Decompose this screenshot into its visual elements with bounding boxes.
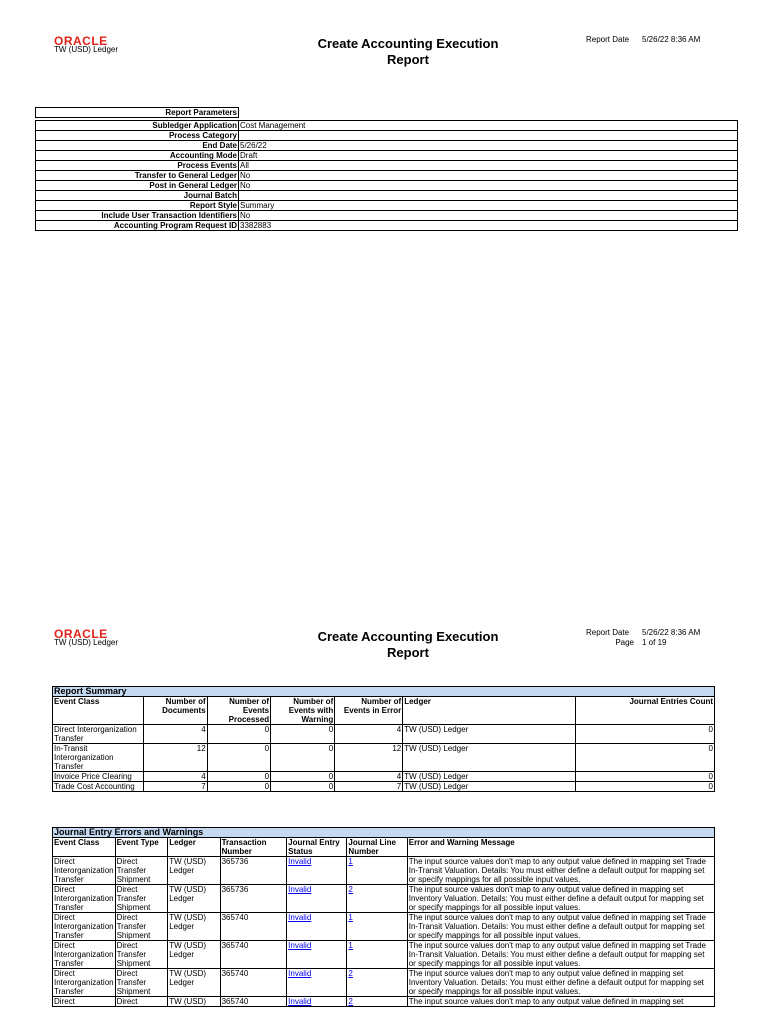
report-title — [290, 36, 526, 68]
summary-cell: 0 — [576, 744, 715, 772]
parameter-row — [36, 151, 738, 161]
journal-cell — [287, 913, 347, 941]
journal-cell: TW (USD) — [168, 997, 220, 1007]
summary-cell: 4 — [144, 725, 208, 744]
journal-cell — [347, 857, 407, 885]
report-date-label: Report Date — [586, 628, 630, 637]
parameter-row — [36, 121, 738, 131]
parameter-row — [36, 201, 738, 211]
parameter-value: Draft — [239, 151, 738, 161]
journal-line-link[interactable]: 1 — [348, 941, 353, 950]
summary-column-header: Number of Documents — [144, 697, 208, 725]
journal-cell: Direct Transfer Shipment — [115, 941, 168, 969]
page-value: 1 of 19 — [642, 638, 667, 647]
summary-row — [53, 725, 715, 744]
parameter-label: Process Events — [36, 161, 239, 171]
journal-cell: 365740 — [220, 941, 287, 969]
report-date-label: Report Date — [586, 35, 630, 44]
journal-cell — [347, 885, 407, 913]
header-ledger: TW (USD) Ledger — [54, 45, 119, 54]
summary-cell: In-Transit Interorganization Transfer — [53, 744, 144, 772]
journal-cell — [347, 941, 407, 969]
report-summary-table — [52, 686, 715, 792]
parameter-label: Process Category — [36, 131, 239, 141]
journal-cell: 365740 — [220, 969, 287, 997]
journal-line-link[interactable]: 2 — [348, 969, 353, 978]
summary-cell: Invoice Price Clearing — [53, 772, 144, 782]
parameter-value: 3382883 — [239, 221, 738, 231]
journal-cell — [287, 857, 347, 885]
summary-cell: TW (USD) Ledger — [403, 782, 576, 792]
journal-line-link[interactable]: 2 — [348, 885, 353, 894]
journal-status-link[interactable]: Invalid — [288, 913, 312, 922]
journal-status-link[interactable]: Invalid — [288, 941, 312, 950]
journal-cell: Direct Interorganization Transfer — [54, 969, 114, 996]
parameter-value: Cost Management — [239, 121, 738, 131]
summary-cell: 12 — [144, 744, 208, 772]
parameter-label: Transfer to General Ledger — [36, 171, 239, 181]
journal-status-link[interactable]: Invalid — [288, 885, 312, 894]
parameter-value: No — [239, 181, 738, 191]
journal-column-header: Event Class — [53, 838, 116, 857]
report-title-line2: Report — [387, 52, 429, 67]
journal-cell: Direct — [115, 997, 168, 1007]
journal-cell — [287, 885, 347, 913]
journal-cell: The input source values don't map to any output value defined in mapping set Inventory Valuation. Details: You must either define a default output for mapping set or specify mappings for all possible input values. — [407, 969, 714, 997]
summary-header-row — [53, 697, 715, 725]
summary-cell: 0 — [271, 782, 335, 792]
report-title-line1: Create Accounting Execution — [317, 36, 499, 51]
parameter-label: End Date — [36, 141, 239, 151]
summary-cell: 0 — [207, 725, 270, 744]
journal-cell — [347, 969, 407, 997]
summary-cell: 0 — [207, 772, 270, 782]
journal-row — [53, 913, 715, 941]
summary-cell: 0 — [576, 772, 715, 782]
parameter-label: Accounting Mode — [36, 151, 239, 161]
summary-row — [53, 744, 715, 772]
journal-cell: Direct Interorganization Transfer — [54, 857, 114, 884]
summary-cell: 12 — [335, 744, 403, 772]
summary-cell: 0 — [271, 725, 335, 744]
journal-row — [53, 941, 715, 969]
parameter-row — [36, 161, 738, 171]
oracle-logo: ORACLE — [54, 34, 108, 48]
summary-column-header: Event Class — [53, 697, 144, 725]
journal-cell: 365736 — [220, 885, 287, 913]
summary-row — [53, 782, 715, 792]
parameters-heading: Report Parameters — [36, 108, 239, 118]
page-label: Page — [615, 638, 634, 647]
journal-cell: The input source values don't map to any output value defined in mapping set Trade In-Transit Valuation. Details: You must either define a default output for mapping set or specify mappings for all possible input values. — [407, 913, 714, 941]
parameters-heading-spacer — [239, 108, 738, 118]
journal-row — [53, 969, 715, 997]
journal-cell: Direct Transfer Shipment — [115, 969, 168, 997]
journal-cell: Direct — [53, 997, 116, 1007]
parameter-value: No — [239, 211, 738, 221]
parameter-row — [36, 221, 738, 231]
parameter-value: No — [239, 171, 738, 181]
summary-caption: Report Summary — [53, 687, 715, 697]
report-header-1 — [0, 0, 768, 70]
journal-cell: TW (USD) Ledger — [168, 941, 220, 969]
journal-cell: 365740 — [220, 997, 287, 1007]
summary-cell: 0 — [207, 782, 270, 792]
parameter-label: Accounting Program Request ID — [36, 221, 239, 231]
journal-status-link[interactable]: Invalid — [288, 969, 312, 978]
parameter-value: All — [239, 161, 738, 171]
journal-cell — [347, 997, 407, 1007]
report-parameters-table — [35, 107, 738, 231]
journal-line-link[interactable]: 1 — [348, 913, 353, 922]
journal-cell — [347, 913, 407, 941]
journal-cell: 365736 — [220, 857, 287, 885]
summary-cell: 0 — [271, 744, 335, 772]
journal-status-link[interactable]: Invalid — [288, 857, 312, 866]
journal-cell: 365740 — [220, 913, 287, 941]
summary-cell: 7 — [335, 782, 403, 792]
report-header-2 — [0, 593, 768, 663]
summary-caption-row — [53, 687, 715, 697]
journal-column-header: Journal Entry Status — [287, 838, 347, 857]
report-title — [290, 629, 526, 661]
journal-cell: Direct Interorganization Transfer — [54, 941, 114, 968]
summary-column-header: Ledger — [403, 697, 576, 725]
summary-cell: TW (USD) Ledger — [403, 772, 576, 782]
parameter-row — [36, 171, 738, 181]
journal-column-header: Error and Warning Message — [407, 838, 714, 857]
journal-cell: The input source values don't map to any output value defined in mapping set Inventory Valuation. Details: You must either define a default output for mapping set or specify mappings for all possible input values. — [407, 885, 714, 913]
journal-errors-table — [52, 827, 715, 1007]
summary-cell: 0 — [576, 782, 715, 792]
journal-cell: Direct Interorganization Transfer — [54, 885, 114, 912]
journal-cell: The input source values don't map to any output value defined in mapping set Trade In-Transit Valuation. Details: You must either define a default output for mapping set or specify mappings for all possible input values. — [407, 857, 714, 885]
journal-cell: TW (USD) Ledger — [168, 885, 220, 913]
journal-column-header: Event Type — [115, 838, 168, 857]
journal-header-row — [53, 838, 715, 857]
journal-row — [53, 885, 715, 913]
parameter-value — [239, 191, 738, 201]
parameter-value: 5/26/22 — [239, 141, 738, 151]
summary-cell: 7 — [144, 782, 208, 792]
journal-status-link[interactable]: Invalid — [288, 997, 312, 1006]
journal-caption-row — [53, 828, 715, 838]
report-date-value: 5/26/22 8:36 AM — [642, 35, 701, 44]
report-date — [586, 628, 700, 648]
parameter-label: Include User Transaction Identifiers — [36, 211, 239, 221]
journal-line-link[interactable]: 1 — [348, 857, 353, 866]
journal-cell: The input source values don't map to any output value defined in mapping set Trade In-Transit Valuation. Details: You must either define a default output for mapping set or specify mappings for all possible input values. — [407, 941, 714, 969]
header-ledger: TW (USD) Ledger — [54, 638, 119, 647]
report-date-value: 5/26/22 8:36 AM — [642, 628, 701, 637]
parameter-row — [36, 191, 738, 201]
summary-cell: 0 — [271, 772, 335, 782]
summary-column-header: Number of Events Processed — [207, 697, 270, 725]
journal-cell: Direct Transfer Shipment — [115, 857, 168, 885]
summary-column-header: Number of Events with Warning — [271, 697, 335, 725]
journal-cell — [287, 969, 347, 997]
parameter-row — [36, 141, 738, 151]
journal-cell: TW (USD) Ledger — [168, 969, 220, 997]
summary-cell: 4 — [144, 772, 208, 782]
summary-cell: Trade Cost Accounting — [53, 782, 144, 792]
journal-cell: The input source values don't map to any output value defined in mapping set — [407, 997, 714, 1007]
summary-cell: TW (USD) Ledger — [403, 744, 576, 772]
parameter-value: Summary — [239, 201, 738, 211]
summary-cell: 0 — [207, 744, 270, 772]
journal-cell — [287, 941, 347, 969]
parameter-label: Report Style — [36, 201, 239, 211]
summary-row — [53, 772, 715, 782]
summary-cell: TW (USD) Ledger — [403, 725, 576, 744]
summary-column-header: Number of Events in Error — [335, 697, 403, 725]
journal-column-header: Ledger — [168, 838, 220, 857]
parameters-heading-row — [36, 108, 738, 118]
journal-cell: Direct Transfer Shipment — [115, 885, 168, 913]
journal-row — [53, 857, 715, 885]
report-date — [586, 35, 700, 45]
parameter-row — [36, 211, 738, 221]
report-title-line2: Report — [387, 645, 429, 660]
parameter-row — [36, 181, 738, 191]
parameter-row — [36, 131, 738, 141]
summary-column-header: Journal Entries Count — [576, 697, 715, 725]
summary-cell: Direct Interorganization Transfer — [53, 725, 144, 744]
parameter-label: Post in General Ledger — [36, 181, 239, 191]
journal-cell: Direct Transfer Shipment — [115, 913, 168, 941]
journal-column-header: Transaction Number — [220, 838, 287, 857]
journal-cell: Direct Interorganization Transfer — [54, 913, 114, 940]
journal-column-header: Journal Line Number — [347, 838, 407, 857]
parameter-label: Subledger Application — [36, 121, 239, 131]
summary-cell: 0 — [576, 725, 715, 744]
journal-cell — [287, 997, 347, 1007]
journal-line-link[interactable]: 2 — [348, 997, 353, 1006]
report-title-line1: Create Accounting Execution — [317, 629, 499, 644]
journal-row — [53, 997, 715, 1007]
journal-cell: TW (USD) Ledger — [168, 857, 220, 885]
summary-cell: 4 — [335, 772, 403, 782]
journal-caption: Journal Entry Errors and Warnings — [53, 828, 715, 838]
oracle-logo: ORACLE — [54, 627, 108, 641]
parameter-value — [239, 131, 738, 141]
journal-cell: TW (USD) Ledger — [168, 913, 220, 941]
summary-cell: 4 — [335, 725, 403, 744]
parameter-label: Journal Batch — [36, 191, 239, 201]
